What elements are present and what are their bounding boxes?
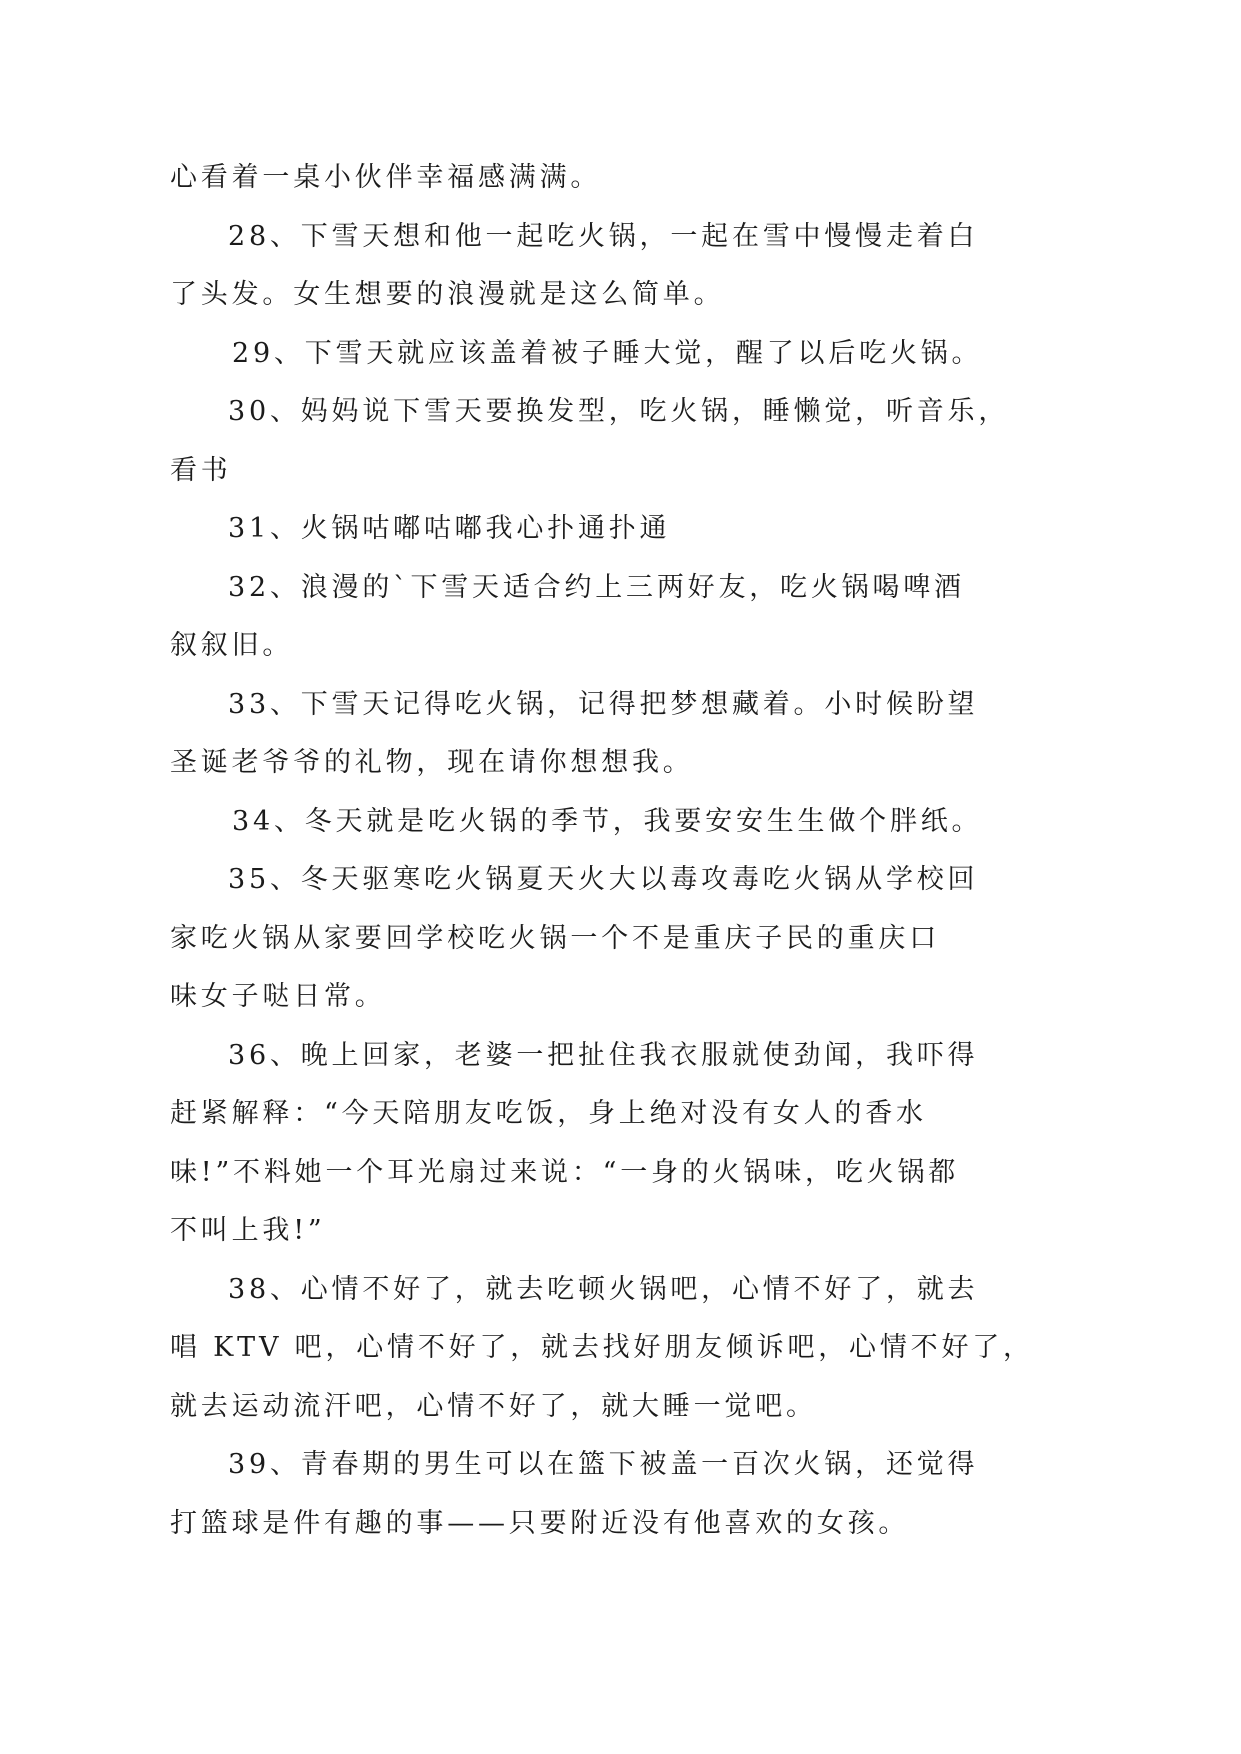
paragraph-item-39 — [170, 1436, 979, 1553]
text-line: 30、妈妈说下雪天要换发型，吃火锅，睡懒觉，听音乐， — [228, 396, 1010, 427]
text-line: 31、火锅咕嘟咕嘟我心扑通扑通 — [228, 513, 671, 544]
text-line: 就去运动流汗吧，心情不好了，就大睡一觉吧。 — [170, 1390, 817, 1422]
paragraph-item-33 — [170, 676, 979, 793]
text-line: 34、冬天就是吃火锅的季节，我要安安生生做个胖纸。 — [232, 805, 983, 837]
paragraph-item-35 — [170, 851, 979, 1027]
paragraph-item-30 — [170, 383, 1010, 500]
text-line: 家吃火锅从家要回学校吃火锅一个不是重庆子民的重庆口 — [170, 922, 940, 954]
text-line: 打篮球是件有趣的事——只要附近没有他喜欢的女孩。 — [170, 1507, 910, 1539]
text-line: 35、冬天驱寒吃火锅夏天火大以毒攻毒吃火锅从学校回 — [228, 864, 979, 895]
paragraph-item-28 — [170, 208, 979, 325]
text-line: 赶紧解释：“今天陪朋友吃饭，身上绝对没有女人的香水 — [170, 1098, 927, 1129]
paragraph-continuation — [170, 149, 970, 208]
text-line: 39、青春期的男生可以在篮下被盖一百次火锅，还觉得 — [228, 1449, 979, 1480]
text-line: 38、心情不好了，就去吃顿火锅吧，心情不好了，就去 — [228, 1273, 979, 1305]
text-line: 心看着一桌小伙伴幸福感满满。 — [170, 162, 602, 193]
text-line: 了头发。女生想要的浪漫就是这么简单。 — [170, 279, 725, 310]
paragraph-item-34 — [170, 793, 983, 852]
paragraph-item-29 — [170, 325, 983, 384]
text-line: 不叫上我!” — [170, 1215, 326, 1246]
text-line: 唱 KTV 吧，心情不好了，就去找好朋友倾诉吧，心情不好了， — [170, 1332, 1034, 1363]
paragraph-item-31 — [170, 500, 970, 559]
text-line: 看书 — [170, 454, 232, 486]
text-line: 32、浪漫的`下雪天适合约上三两好友，吃火锅喝啤酒 — [228, 571, 965, 603]
text-line: 圣诞老爷爷的礼物，现在请你想想我。 — [170, 747, 694, 778]
text-line: 叙叙旧。 — [170, 630, 294, 661]
text-line: 味!”不料她一个耳光扇过来说：“一身的火锅味，吃火锅都 — [170, 1156, 960, 1188]
text-line: 36、晚上回家，老婆一把扯住我衣服就使劲闻，我吓得 — [228, 1039, 979, 1071]
text-line: 28、下雪天想和他一起吃火锅，一起在雪中慢慢走着白 — [228, 220, 979, 252]
paragraph-item-38 — [170, 1261, 1034, 1437]
paragraph-item-36 — [170, 1027, 979, 1261]
text-line: 29、下雪天就应该盖着被子睡大觉，醒了以后吃火锅。 — [232, 337, 983, 369]
document-body — [170, 149, 1034, 1553]
text-line: 33、下雪天记得吃火锅，记得把梦想藏着。小时候盼望 — [228, 688, 979, 720]
paragraph-item-32 — [170, 559, 970, 676]
text-line: 味女子哒日常。 — [170, 981, 386, 1012]
